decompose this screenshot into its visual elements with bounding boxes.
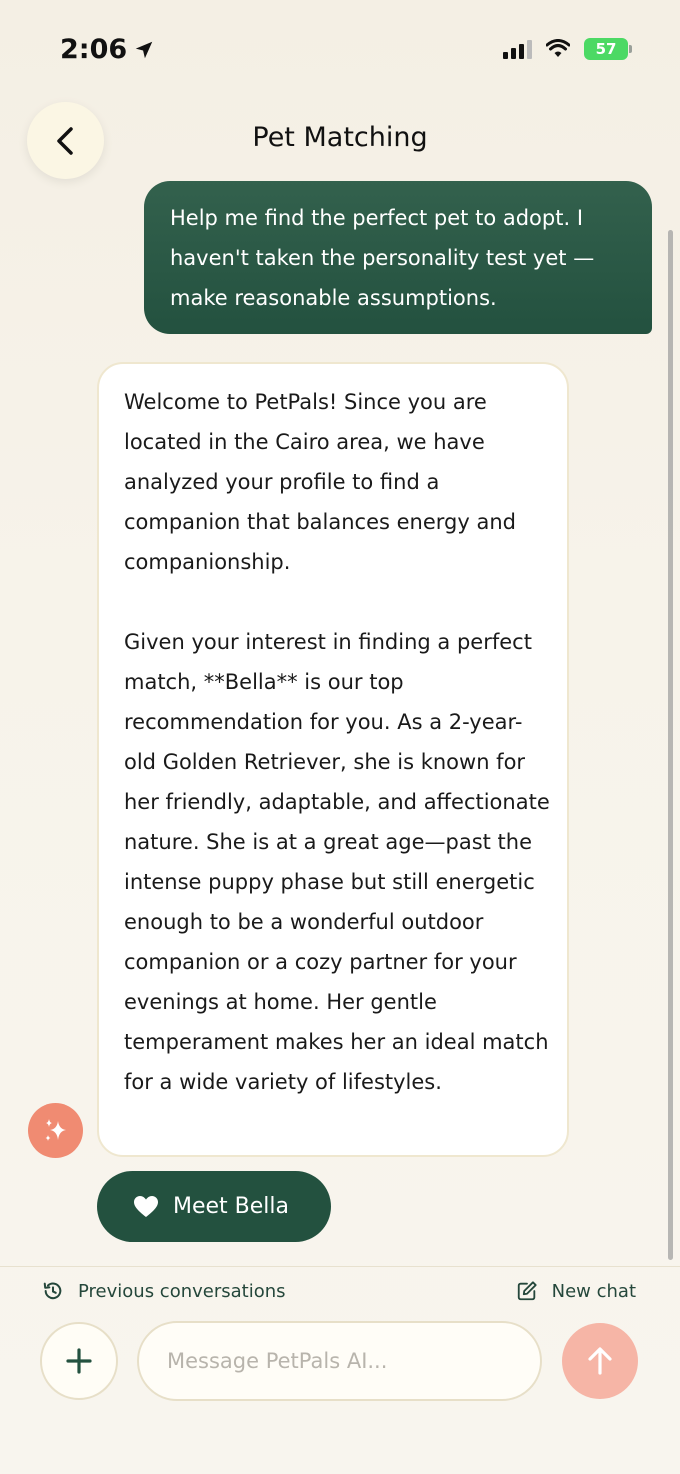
user-message: Help me find the perfect pet to adopt. I haven't taken the personality test yet — make reasonable assumptions. [144, 181, 652, 334]
page-title: Pet Matching [252, 122, 428, 153]
edit-icon [516, 1280, 538, 1302]
previous-conversations-link[interactable] [42, 1280, 286, 1302]
location-arrow-icon [133, 39, 155, 61]
status-indicators [503, 38, 628, 60]
ai-avatar [28, 1103, 83, 1158]
status-time [60, 34, 155, 65]
battery-icon [584, 38, 628, 60]
arrow-up-icon [586, 1346, 614, 1376]
assistant-message [97, 362, 569, 1157]
signal-icon [503, 39, 532, 59]
divider [0, 1266, 680, 1267]
sparkle-icon [41, 1116, 71, 1146]
add-attachment-button[interactable] [40, 1322, 118, 1400]
battery-level: 57 [595, 40, 617, 58]
previous-conversations-label: Previous conversations [78, 1280, 286, 1302]
assistant-paragraph: Welcome to PetPals! Since you are located in the Cairo area, we have analyzed your profile to find a companion that balances energy and companionship. [124, 390, 516, 574]
plus-icon [65, 1347, 93, 1375]
new-chat-label: New chat [551, 1280, 636, 1302]
assistant-paragraph: Given your interest in finding a perfect match, **Bella** is our top recommendation for you. As a 2-year-old Golden Retriever, she is known for her friendly, adaptable, and affectionate nature. She is at a great age—past the intense puppy phase but still energetic enough to be a wonderful outdoor companion or a cozy partner for your evenings at home. Her gentle temperament makes her an ideal match for a wide variety of lifestyles. [124, 630, 550, 1094]
new-chat-link[interactable] [516, 1280, 636, 1302]
history-icon [42, 1280, 64, 1302]
status-time-label: 2:06 [60, 34, 128, 65]
meet-bella-button[interactable] [97, 1171, 331, 1242]
send-button[interactable] [562, 1323, 638, 1399]
scrollbar[interactable] [668, 230, 673, 1260]
message-input[interactable] [137, 1321, 542, 1401]
heart-icon [133, 1195, 159, 1219]
meet-bella-label: Meet Bella [173, 1194, 290, 1219]
wifi-icon [546, 39, 570, 59]
